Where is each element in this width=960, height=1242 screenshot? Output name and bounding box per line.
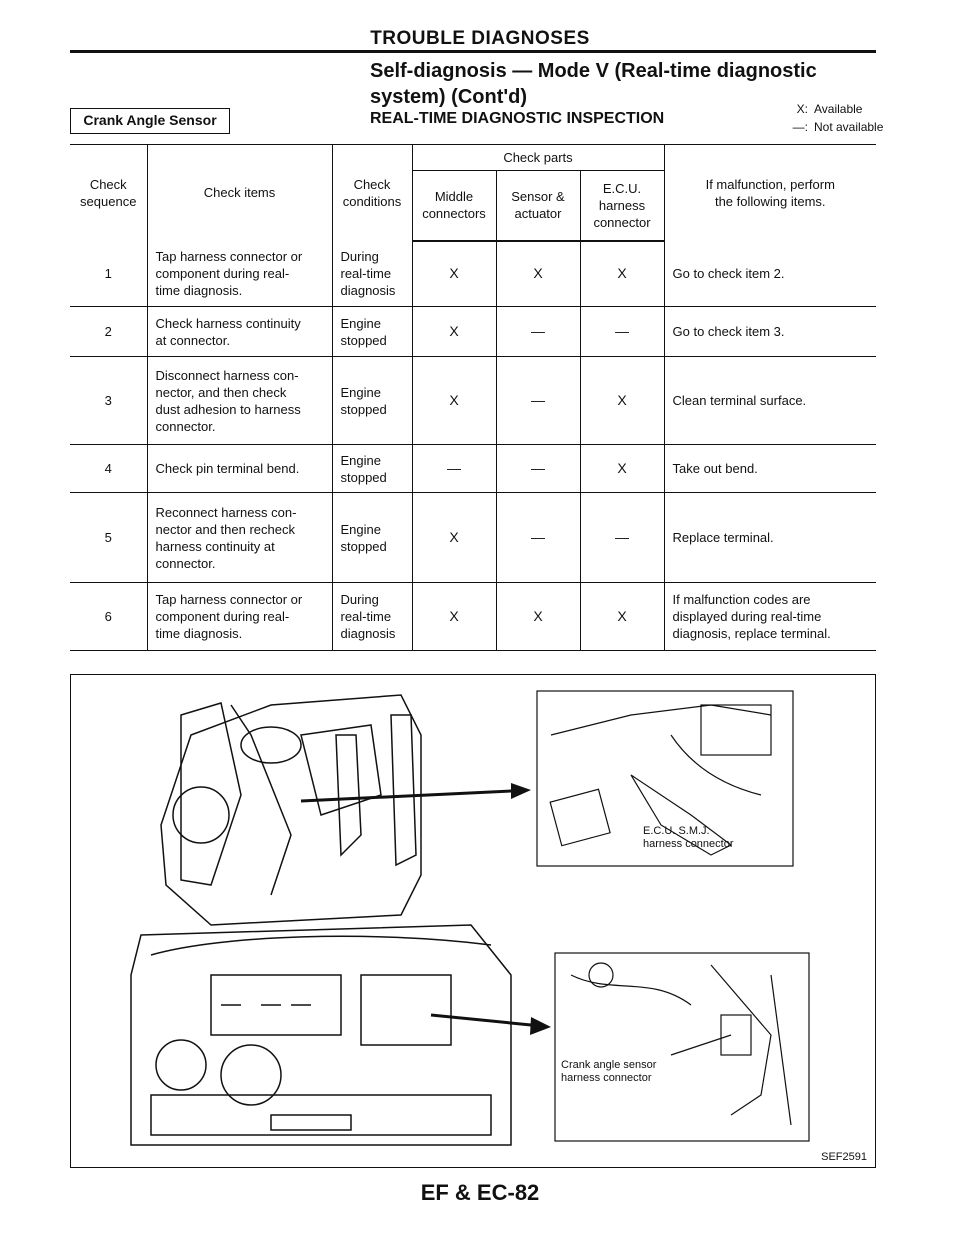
legend bbox=[786, 100, 883, 136]
arrow-head-ecu bbox=[511, 783, 531, 799]
legend-available-symbol: X: bbox=[796, 102, 808, 116]
header-sensor-actuator: Sensor & actuator bbox=[496, 171, 580, 241]
cell-middle-connectors: X bbox=[412, 241, 496, 307]
cell-check-item: Check harness continuity at connector. bbox=[147, 307, 332, 357]
cell-check-item: Reconnect harness con- nector and then recheck harness continuity at connector. bbox=[147, 493, 332, 583]
page-header-title: TROUBLE DIAGNOSES bbox=[370, 28, 590, 49]
cell-sensor-actuator: — bbox=[496, 493, 580, 583]
crank-sensor-closeup-drawing bbox=[555, 953, 809, 1141]
cell-check-condition: Engine stopped bbox=[332, 307, 412, 357]
legend-not-available bbox=[786, 118, 883, 136]
cell-action: Go to check item 2. bbox=[664, 241, 876, 307]
table-row bbox=[70, 241, 876, 307]
figure-id: SEF2591 bbox=[821, 1151, 867, 1163]
legend-available-text: Available bbox=[814, 102, 863, 116]
cell-action: Replace terminal. bbox=[664, 493, 876, 583]
cell-middle-connectors: X bbox=[412, 493, 496, 583]
header-rule bbox=[70, 50, 876, 53]
cell-sequence: 4 bbox=[70, 445, 147, 493]
header-items: Check items bbox=[147, 145, 332, 241]
location-figure bbox=[70, 674, 876, 1168]
subtitle-line-2: system) (Cont'd) bbox=[370, 86, 527, 108]
cell-check-condition: Engine stopped bbox=[332, 493, 412, 583]
cell-sequence: 3 bbox=[70, 357, 147, 445]
cell-middle-connectors: X bbox=[412, 583, 496, 651]
legend-not-available-text: Not available bbox=[814, 120, 884, 134]
cell-middle-connectors: X bbox=[412, 357, 496, 445]
cell-check-condition: Engine stopped bbox=[332, 357, 412, 445]
cell-sensor-actuator: — bbox=[496, 307, 580, 357]
cell-middle-connectors: X bbox=[412, 307, 496, 357]
subtitle bbox=[370, 58, 817, 110]
cell-ecu-harness: X bbox=[580, 357, 664, 445]
figure-illustration bbox=[71, 675, 874, 1166]
cell-ecu-harness: — bbox=[580, 307, 664, 357]
cell-check-item: Tap harness connector or component during real- time diagnosis. bbox=[147, 241, 332, 307]
cell-sequence: 5 bbox=[70, 493, 147, 583]
cell-ecu-harness: — bbox=[580, 493, 664, 583]
vehicle-interior-drawing bbox=[161, 695, 421, 925]
cell-sequence: 2 bbox=[70, 307, 147, 357]
legend-available bbox=[786, 100, 883, 118]
header-middle-connectors: Middle connectors bbox=[412, 171, 496, 241]
callout-crank-sensor-connector: Crank angle sensor harness connector bbox=[561, 1059, 657, 1084]
engine-bay-drawing bbox=[131, 925, 511, 1145]
table-row bbox=[70, 583, 876, 651]
legend-not-available-symbol: —: bbox=[792, 120, 808, 134]
cell-action: Take out bend. bbox=[664, 445, 876, 493]
cell-check-condition: During real-time diagnosis bbox=[332, 583, 412, 651]
cell-action: Clean terminal surface. bbox=[664, 357, 876, 445]
cell-sequence: 6 bbox=[70, 583, 147, 651]
table-row bbox=[70, 445, 876, 493]
callout-ecu-connector: E.C.U. S.M.J. harness connector bbox=[643, 825, 734, 850]
table-row bbox=[70, 493, 876, 583]
arrow-head-crank bbox=[530, 1017, 551, 1035]
diagnostic-table bbox=[70, 144, 876, 651]
table-row bbox=[70, 307, 876, 357]
subtitle-line-1: Self-diagnosis — Mode V (Real-time diagnostic bbox=[370, 60, 817, 82]
header-check-parts: Check parts bbox=[412, 145, 664, 171]
cell-check-item: Disconnect harness con- nector, and then check dust adhesion to harness connector. bbox=[147, 357, 332, 445]
inspection-title: REAL-TIME DIAGNOSTIC INSPECTION bbox=[370, 110, 665, 127]
cell-check-item: Check pin terminal bend. bbox=[147, 445, 332, 493]
cell-sensor-actuator: — bbox=[496, 357, 580, 445]
arrow-line-crank bbox=[431, 1015, 531, 1025]
cell-action: Go to check item 3. bbox=[664, 307, 876, 357]
header-ecu-harness: E.C.U. harness connector bbox=[580, 171, 664, 241]
cell-sensor-actuator: — bbox=[496, 445, 580, 493]
table-row bbox=[70, 357, 876, 445]
cell-sensor-actuator: X bbox=[496, 241, 580, 307]
cell-sequence: 1 bbox=[70, 241, 147, 307]
cell-ecu-harness: X bbox=[580, 583, 664, 651]
cell-ecu-harness: X bbox=[580, 445, 664, 493]
section-label: Crank Angle Sensor bbox=[70, 108, 230, 134]
header-conditions: Check conditions bbox=[332, 145, 412, 241]
cell-ecu-harness: X bbox=[580, 241, 664, 307]
page-footer: EF & EC-82 bbox=[420, 1180, 540, 1205]
header-action: If malfunction, perform the following items. bbox=[664, 145, 876, 241]
cell-check-item: Tap harness connector or component during real- time diagnosis. bbox=[147, 583, 332, 651]
cell-action: If malfunction codes are displayed during real-time diagnosis, replace terminal. bbox=[664, 583, 876, 651]
cell-sensor-actuator: X bbox=[496, 583, 580, 651]
cell-middle-connectors: — bbox=[412, 445, 496, 493]
cell-check-condition: Engine stopped bbox=[332, 445, 412, 493]
arrow-line-ecu bbox=[301, 791, 511, 801]
cell-check-condition: During real-time diagnosis bbox=[332, 241, 412, 307]
header-sequence: Check sequence bbox=[70, 145, 147, 241]
